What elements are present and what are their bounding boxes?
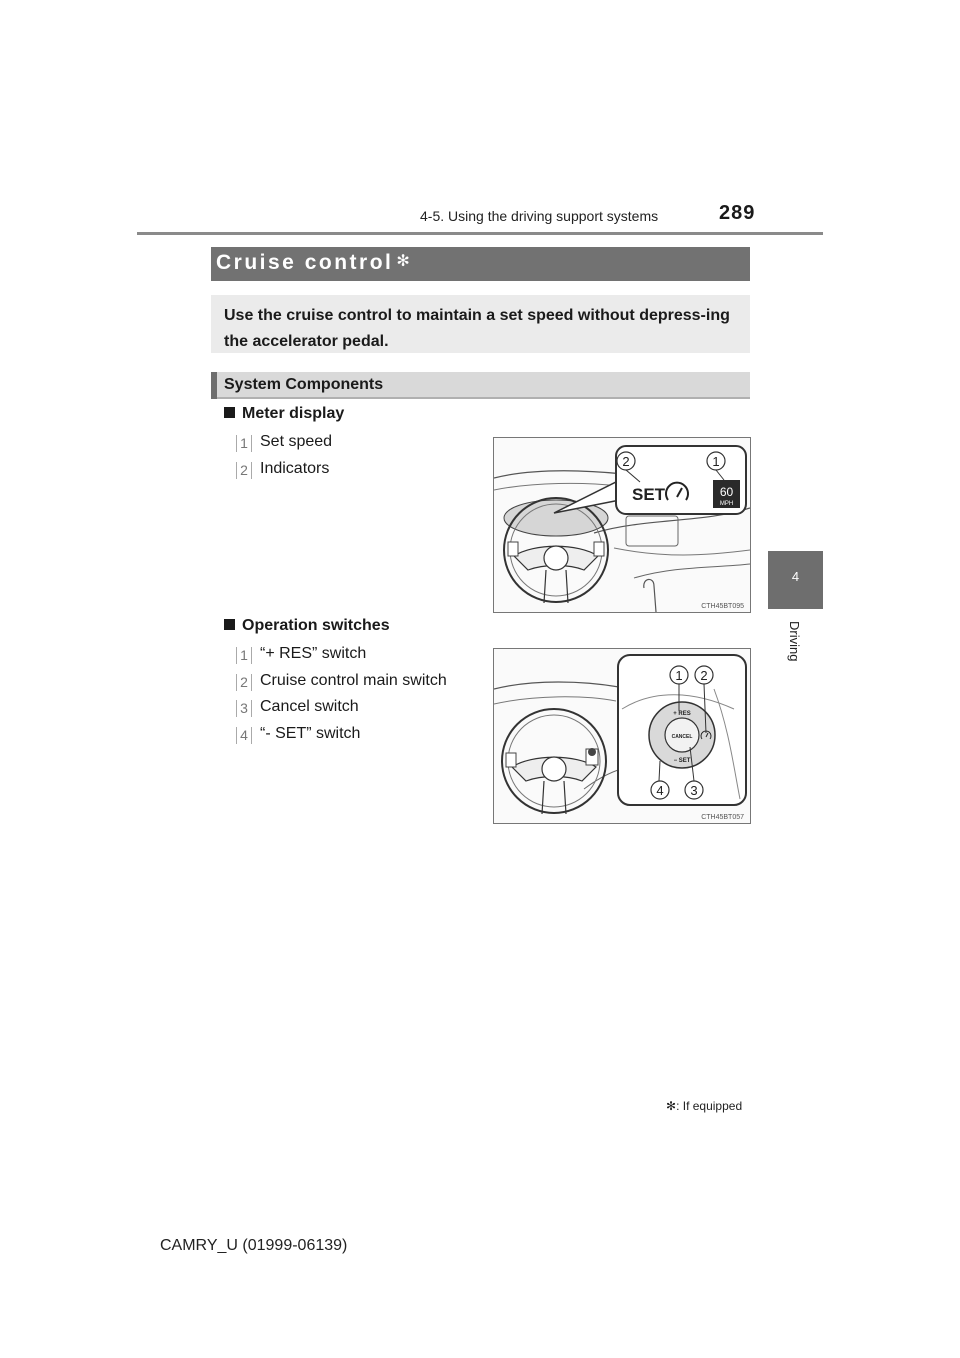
item-label: Set speed — [260, 433, 333, 450]
set-speed-unit: MPH — [719, 501, 734, 507]
if-equipped-footnote — [666, 1099, 742, 1113]
callout-number: 4 — [656, 783, 664, 798]
res-switch-text: + RES — [673, 711, 691, 717]
page-title — [216, 251, 410, 275]
subheading-text: System Components — [224, 376, 384, 393]
meter-display-illustration — [494, 438, 750, 612]
callout-number: 2 — [622, 454, 630, 469]
item-label: “+ RES” switch — [260, 645, 367, 662]
set-switch-text: − SET — [673, 758, 691, 764]
item-number: 1 — [236, 435, 252, 452]
page-title-text: Cruise control — [216, 251, 394, 274]
figure-code: CTH45BT095 — [701, 603, 744, 610]
subheading-accent — [211, 372, 217, 399]
header-rule — [137, 232, 823, 235]
if-equipped-star-icon: ✻ — [666, 1099, 677, 1113]
page-number: 289 — [719, 202, 756, 224]
meter-display-figure — [493, 437, 751, 613]
item-label: Cruise control main switch — [260, 672, 447, 689]
callout-number: 1 — [712, 454, 720, 469]
chapter-tab-number: 4 — [791, 569, 800, 584]
item-label: “- SET” switch — [260, 725, 361, 742]
item-number: 1 — [236, 647, 252, 664]
item-number: 4 — [236, 727, 252, 744]
intro-text: Use the cruise control to maintain a set speed without depress-ing the accelerator pedal. — [224, 307, 730, 350]
operation-switches-illustration — [494, 649, 750, 823]
chapter-tab-label: Driving — [787, 621, 802, 662]
operation-switches-heading — [224, 617, 390, 635]
if-equipped-footnote-text: : If equipped — [676, 1099, 743, 1113]
item-label: Cancel switch — [260, 698, 359, 715]
item-number: 2 — [236, 462, 252, 479]
item-label: Indicators — [260, 460, 330, 477]
cancel-switch-text: CANCEL — [671, 734, 693, 740]
document-footer: CAMRY_U (01999-06139) — [160, 1237, 348, 1254]
square-bullet-icon — [224, 407, 235, 418]
operation-switches-figure — [493, 648, 751, 824]
set-indicator-text: SET — [632, 485, 666, 504]
operation-switches-heading-text: Operation switches — [242, 617, 390, 634]
square-bullet-icon — [224, 619, 235, 630]
figure-code: CTH45BT057 — [701, 814, 744, 821]
meter-display-heading-text: Meter display — [242, 405, 345, 422]
callout-number: 3 — [690, 783, 698, 798]
if-equipped-star-icon: ✻ — [396, 253, 410, 270]
set-speed-value: 60 — [719, 485, 734, 499]
callout-number: 2 — [700, 668, 708, 683]
meter-display-heading — [224, 405, 344, 423]
callout-number: 1 — [675, 668, 683, 683]
item-number: 2 — [236, 674, 252, 691]
header-section-title: 4-5. Using the driving support systems — [420, 208, 659, 224]
item-number: 3 — [236, 700, 252, 717]
